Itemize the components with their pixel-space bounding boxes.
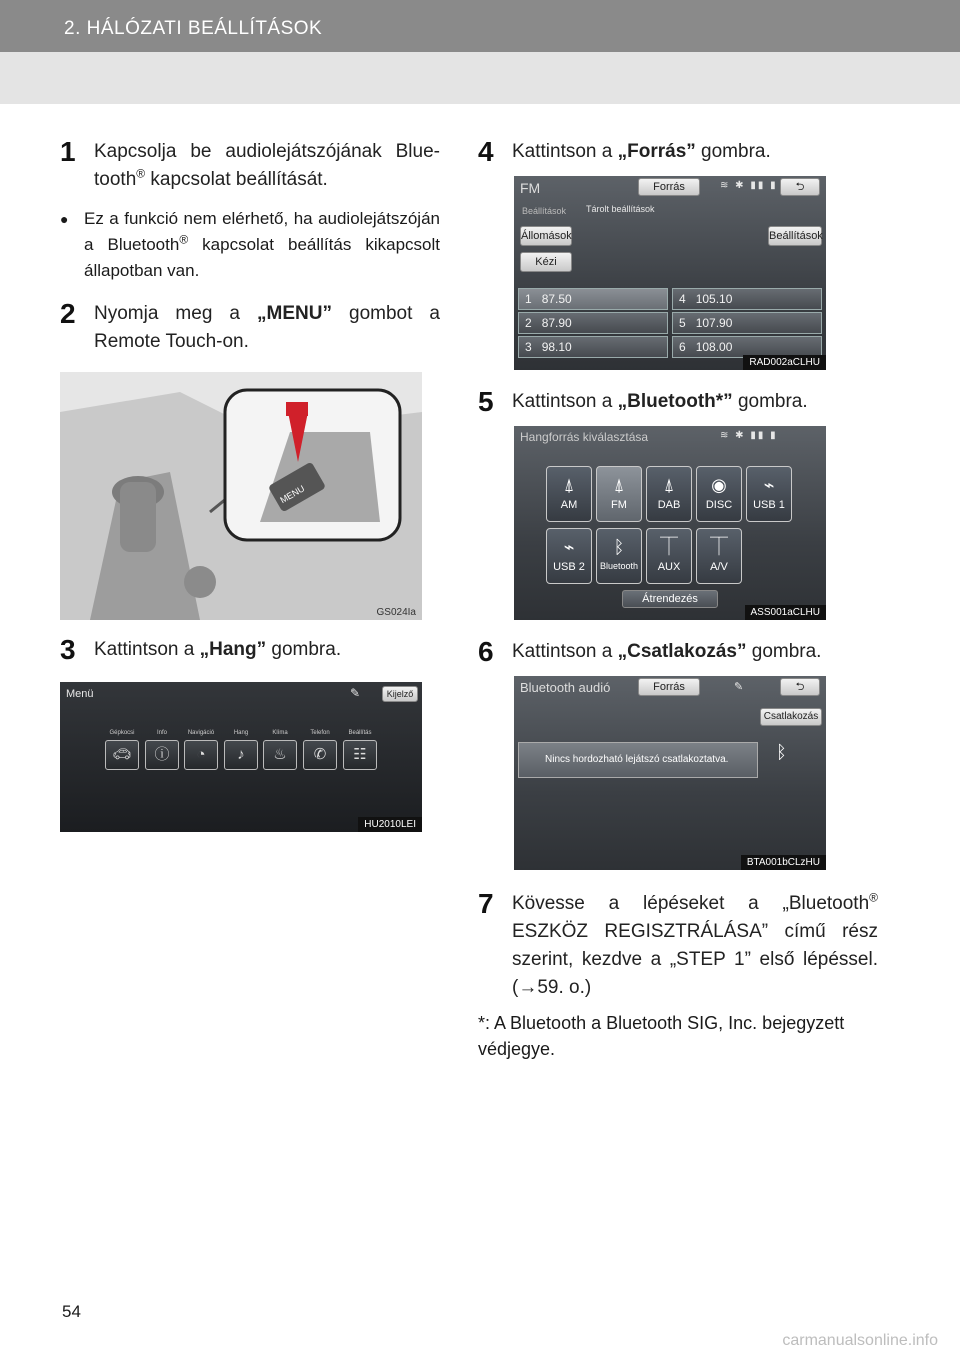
preset-4[interactable]: 4 105.10 [672,288,822,310]
no-device-message: Nincs hordozható lejátszó csatlakoztatva. [518,742,758,778]
vehicle-icon[interactable]: 🚗︎ [105,740,139,770]
antenna-icon: ⍋ [663,475,675,495]
source-button[interactable]: Forrás [638,178,700,196]
source-aux[interactable]: ⏉ AUX [646,528,692,584]
source-usb2[interactable]: ⌁ USB 2 [546,528,592,584]
step-text: Kövesse a lépéseket a „Bluetooth® ESZKÖZ REGISZTRÁLÁSA” című rész szerint, kezdve a „STEP 1” első lépéssel. (→59. o.) [512,890,878,998]
menu-title: Menü [66,688,94,700]
fm-screen-figure [514,176,826,370]
voice-icon: ✎ [734,681,744,693]
status-icons: ≋ ✱ ▮▮ ▮ [720,430,778,441]
status-icons: ≋ ✱ ▮▮ ▮ [720,180,778,191]
back-button[interactable]: ⮌ [780,678,820,696]
preset-5[interactable]: 5 107.90 [672,312,822,334]
step-number: 2 [60,298,76,329]
step-text: Kattintson a „Forrás” gombra. [512,141,771,162]
phone-icon[interactable]: ✆ [303,740,337,770]
watermark: carmanualsonline.info [782,1332,938,1349]
menu-caption-audio: Hang [233,730,249,736]
step-6 [478,638,878,666]
menu-caption-phone: Telefon [310,730,330,736]
left-column [60,138,440,832]
source-select-figure [514,426,826,620]
navigation-icon[interactable]: ◔ [184,740,218,770]
bluetooth-icon: ᛒ [613,537,625,557]
step-text: Nyomja meg a „MENU” gombot a Remote Touch-on. [94,303,440,352]
source-select-title: Hangforrás kiválasztása [520,430,649,444]
back-button[interactable]: ⮌ [780,178,820,196]
step-7 [478,890,878,1002]
source-fm[interactable]: ⍋ FM [596,466,642,522]
source-usb1[interactable]: ⌁ USB 1 [746,466,792,522]
stored-settings-label: Tárolt beállítások [586,204,655,214]
step-2 [60,300,440,356]
menu-caption-nav: Navigáció [187,730,215,736]
antenna-icon: ⍋ [563,475,575,495]
figure-code: GS024Ia [376,607,416,618]
plug-icon: ⏉ [660,537,678,557]
step-number: 6 [478,636,494,667]
climate-icon[interactable]: ♨ [263,740,297,770]
audio-icon[interactable]: ♪ [224,740,258,770]
console-illustration [60,372,422,620]
right-column [478,138,878,1062]
remote-touch-figure [60,372,422,620]
plug-icon: ⏉ [710,537,728,557]
step-1 [60,138,440,194]
menu-caption-vehicle: Gépkocsi [109,730,135,736]
source-dab[interactable]: ⍋ DAB [646,466,692,522]
preset-3[interactable]: 3 98.10 [518,336,668,358]
voice-icon[interactable]: ✎ [350,686,361,700]
step-text: Kattintson a „Hang” gombra. [94,639,342,660]
source-bluetooth[interactable]: ᛒ Bluetooth [596,528,642,584]
step-number: 7 [478,888,494,919]
menu-caption-info: Info [156,730,167,736]
step-text: Kattintson a „Csatlakozás” gombra. [512,641,822,662]
bullet-dot-icon: ● [60,211,69,227]
step-number: 1 [60,136,76,167]
footnote: *: A Bluetooth a Bluetooth SIG, Inc. bejegyzett védjegye. [478,1013,845,1059]
section-title: 2. HÁLÓZATI BEÁLLÍTÁSOK [64,18,323,39]
info-icon[interactable]: ⓘ [145,740,179,770]
figure-code: ASS001aCLHU [745,605,826,620]
antenna-icon: ⍋ [613,475,625,495]
stations-button[interactable]: Állomások [520,226,572,246]
fm-title: FM [520,180,541,196]
preset-2[interactable]: 2 87.90 [518,312,668,334]
step-4 [478,138,878,166]
menu-caption-settings: Beállítás [348,730,372,736]
header-bar [0,0,960,52]
step-number: 4 [478,136,494,167]
usb-icon: ⌁ [763,475,775,495]
step-text: Kapcsolja be audiolejátszójának Blue-tooth® kapcsolat beállítását. [94,141,440,190]
display-button[interactable]: Kijelző [382,686,418,702]
manual-button[interactable]: Kézi [520,252,572,272]
step-3 [60,636,440,664]
disc-icon: ◉ [711,475,727,495]
figure-code: BTA001bCLzHU [741,855,826,870]
step-number: 5 [478,386,494,417]
menu-screen-figure [60,682,422,832]
settings-tab[interactable]: Beállítások [522,206,567,216]
connect-button[interactable]: Csatlakozás [760,708,822,726]
note-text: Ez a funkció nem elérhető, ha audiolejátszóján a Bluetooth® kapcsolat beállítás kikapcsolt állapotban van. [84,209,440,280]
note-bullet [60,206,440,284]
step-text: Kattintson a „Bluetooth*” gombra. [512,391,808,412]
figure-code: RAD002aCLHU [743,355,826,370]
settings-icon[interactable]: ☷ [343,740,377,770]
source-disc[interactable]: ◉ DISC [696,466,742,522]
arrange-button[interactable]: Átrendezés [622,590,718,608]
page-number: 54 [62,1302,81,1321]
usb-icon: ⌁ [563,537,575,557]
preset-1[interactable]: 1 87.50 [518,288,668,310]
source-av[interactable]: ⏉ A/V [696,528,742,584]
step-number: 3 [60,634,76,665]
figure-code: HU2010LEI [358,817,422,832]
settings-button[interactable]: Beállítások [768,226,822,246]
bluetooth-audio-title: Bluetooth audió [520,680,611,695]
bluetooth-icon: ᛒ [776,742,787,762]
menu-caption-climate: Klíma [272,730,288,736]
preset-6[interactable]: 6 108.00 [672,336,822,358]
source-button[interactable]: Forrás [638,678,700,696]
menu-key-label: MENU [278,483,307,506]
step-5 [478,388,878,416]
bluetooth-audio-figure [514,676,826,870]
source-am[interactable]: ⍋ AM [546,466,592,522]
